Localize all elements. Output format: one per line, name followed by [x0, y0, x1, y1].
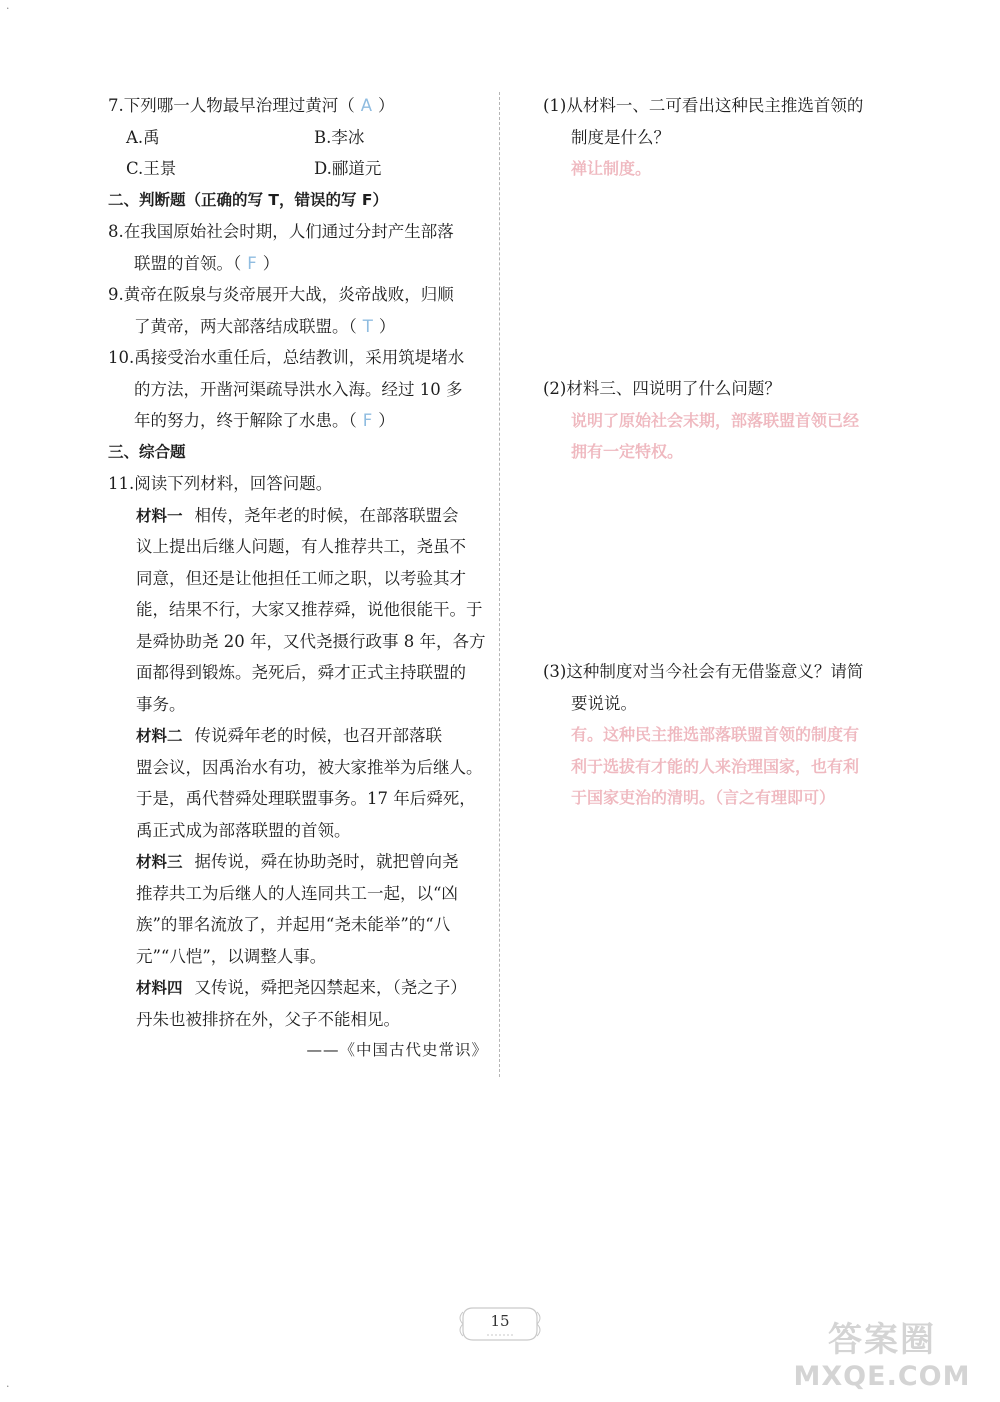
crop-mark-top-left: · [6, 2, 10, 15]
q10-line-2: 的方法，开凿河渠疏导洪水入海。经过 10 多 [134, 379, 463, 399]
sub-question-1-answer: 禅让制度。 [571, 159, 652, 178]
q11-stem: 11.阅读下列材料，回答问题。 [108, 474, 333, 493]
sub-question-1: (1)从材料一、二可看出这种民主推选首领的 制度是什么？ 禅让制度。 [543, 90, 903, 185]
left-column [108, 90, 488, 1067]
sub-question-2: (2)材料三、四说明了什么问题？ 说明了原始社会末期，部落联盟首领已经 拥有一定特权。 [543, 373, 903, 468]
q7-option-c: C.王景 [126, 159, 177, 178]
material-2: 材料二 传说舜年老的时候，也召开部落联 盟会议，因禹治水有功，被大家推举为后继人。 于是，禹代替舜处理联盟事务。17 年后舜死， 禹正式成为部落联盟的首领。 [136, 726, 483, 840]
q8-answer: F [247, 253, 257, 273]
material-2-label: 材料二 [136, 727, 183, 745]
q9-line-2: 了黄帝，两大部落结成联盟。（ T ） [134, 316, 396, 336]
material-4: 材料四 又传说，舜把尧囚禁起来，（尧之子） 丹朱也被排挤在外，父子不能相见。 [136, 978, 467, 1029]
q7-option-b: B.李冰 [314, 127, 365, 147]
q9-answer: T [362, 316, 373, 336]
q8-line-2: 联盟的首领。（ F ） [134, 253, 280, 273]
section-judgement-heading: 二、判断题（正确的写 T，错误的写 F） [108, 190, 388, 209]
q10-line-1: 10.禹接受治水重任后，总结教训，采用筑堤堵水 [108, 348, 465, 367]
material-1: 材料一 相传，尧年老的时候，在部落联盟会 议上提出后继人问题，有人推荐共工，尧虽不 同意，但还是让他担任工师之职，以考验其才 能，结果不行，大家又推荐舜，说他很能干。于 是舜协助尧 20 年，又代尧摄行政事 8 年，各方 面都得到锻炼。尧死后，舜才正式主持联盟的 事务。 [136, 505, 486, 714]
site-watermark [782, 1312, 982, 1392]
column-divider [499, 92, 500, 1077]
material-1-label: 材料一 [136, 506, 183, 525]
q8-line-1: 8.在我国原始社会时期，人们通过分封产生部落 [108, 222, 454, 241]
watermark-logo: 答案圈 [828, 1320, 936, 1360]
page-number: 15 [490, 1312, 510, 1330]
q7-options-row-1 [108, 122, 488, 154]
q7-option-d: D.郦道元 [314, 159, 382, 178]
q10-answer: F [362, 411, 373, 430]
material-3-label: 材料三 [136, 853, 183, 871]
sub-question-2-answer: 说明了原始社会末期，部落联盟首领已经 拥有一定特权。 [571, 410, 860, 461]
material-4-label: 材料四 [136, 979, 183, 997]
q9-line-1: 9.黄帝在阪泉与炎帝展开大战，炎帝战败，归顺 [108, 285, 454, 304]
q7-option-a: A.禹 [126, 127, 160, 147]
section-comprehensive-heading: 三、综合题 [108, 442, 186, 461]
material-3: 材料三 据传说，舜在协助尧时，就把曾向尧 推荐共工为后继人的人连同共工一起，以“凶 族”的罪名流放了，并起用“尧未能举”的“八 元”“八恺”，以调整人事。 [136, 852, 459, 966]
q7-stem: 7.下列哪一人物最早治理过黄河（ A ） [108, 96, 395, 115]
right-column [543, 90, 903, 807]
material-source: ——《中国古代史常识》 [306, 1041, 488, 1059]
crop-mark-bottom-left: · [6, 1380, 10, 1393]
q10-line-3: 年的努力，终于解除了水患。（ F ） [134, 411, 395, 430]
watermark-url: MXQE.COM [793, 1361, 971, 1392]
page-number-badge [459, 1304, 541, 1344]
q7-answer: A [360, 96, 373, 115]
sub-question-3: (3)这种制度对当今社会有无借鉴意义？请简 要说说。 有。这种民主推选部落联盟首领的制度有 利于选拔有才能的人来治理国家，也有利 于国家吏治的清明。（言之有理即可） [543, 656, 903, 814]
q7-options-row-2 [108, 153, 488, 185]
sub-question-3-answer: 有。这种民主推选部落联盟首领的制度有 利于选拔有才能的人来治理国家，也有利 于国家吏治的清明。（言之有理即可） [571, 725, 860, 807]
